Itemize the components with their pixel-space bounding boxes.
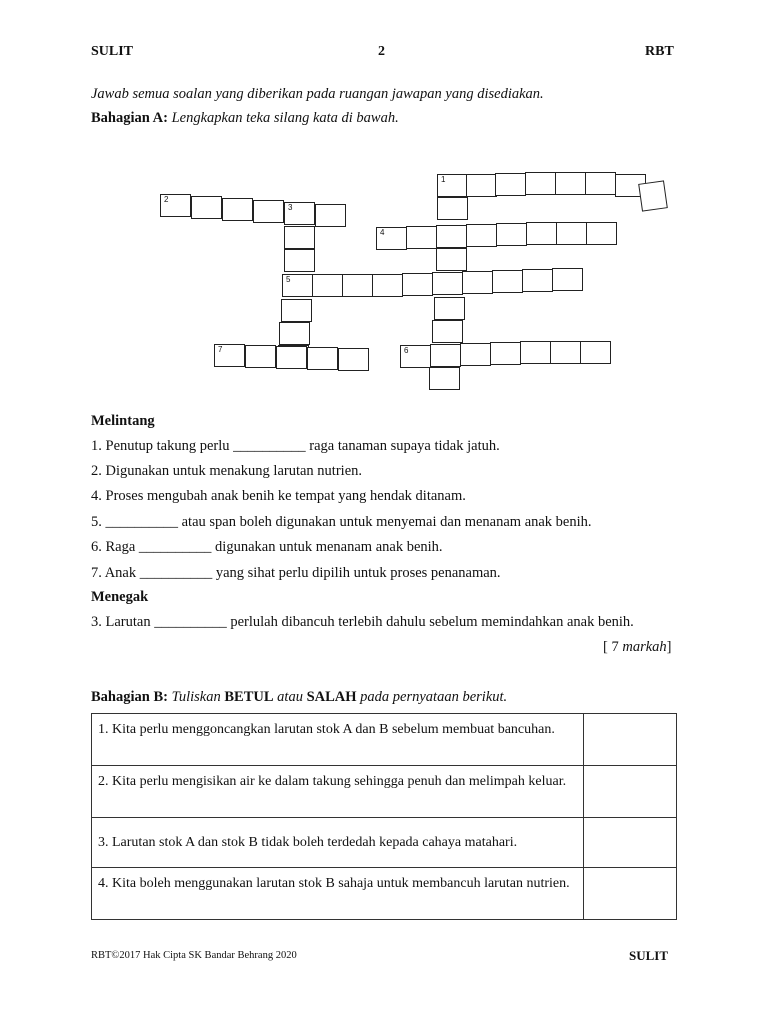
crossword-cell[interactable] [214, 344, 245, 367]
crossword-cell[interactable] [284, 226, 315, 249]
crossword-cell[interactable] [555, 172, 586, 195]
crossword-cell[interactable] [586, 222, 617, 245]
table-row [92, 818, 677, 868]
crossword-cell[interactable] [580, 341, 611, 364]
atau-word: atau [277, 689, 303, 705]
true-false-table [91, 713, 677, 920]
across-clue-6: 6. Raga __________ digunakan untuk menanam anak benih. [91, 539, 443, 555]
crossword-cell[interactable] [434, 297, 465, 320]
marks-close: ] [666, 639, 672, 655]
crossword-cell[interactable] [284, 249, 315, 272]
statement-cell: 3. Larutan stok A dan stok B tidak boleh terdedah kepada cahaya matahari. [92, 818, 584, 868]
crossword-cell[interactable] [520, 341, 551, 364]
table-row [92, 868, 677, 920]
crossword-cell[interactable] [462, 271, 493, 294]
crossword-cell[interactable] [436, 248, 467, 271]
crossword-cell[interactable] [282, 274, 313, 297]
section-b-label: Bahagian B: [91, 689, 168, 705]
crossword-cell[interactable] [253, 200, 284, 223]
crossword-cell[interactable] [400, 345, 431, 368]
crossword-cell[interactable] [191, 196, 222, 219]
across-clue-1: 1. Penutup takung perlu __________ raga tanaman supaya tidak jatuh. [91, 438, 500, 454]
clue-number-6: 6 [404, 346, 409, 355]
header-right: RBT [645, 44, 674, 59]
crossword-cell[interactable] [284, 202, 315, 225]
crossword-cell[interactable] [342, 274, 373, 297]
crossword-cell[interactable] [276, 346, 307, 369]
statement-cell: 4. Kita boleh menggunakan larutan stok B sahaja untuk membancuh larutan nutrien. [92, 868, 584, 920]
crossword-cell[interactable] [279, 322, 310, 345]
crossword-cell[interactable] [160, 194, 191, 217]
clue-number-4: 4 [380, 228, 385, 237]
salah-word: SALAH [306, 689, 357, 705]
answer-cell[interactable] [584, 766, 677, 818]
page-number: 2 [378, 44, 385, 59]
section-a-label: Bahagian A: [91, 110, 168, 126]
crossword-cell[interactable] [638, 180, 668, 211]
crossword-cell[interactable] [406, 226, 437, 249]
crossword-cell[interactable] [338, 348, 369, 371]
crossword-cell[interactable] [222, 198, 253, 221]
crossword-cell[interactable] [430, 344, 461, 367]
answer-cell[interactable] [584, 714, 677, 766]
clue-number-1: 1 [441, 175, 446, 184]
crossword-cell[interactable] [525, 172, 556, 195]
marks [603, 639, 672, 656]
section-a-heading [91, 110, 399, 127]
table-row [92, 766, 677, 818]
across-clue-5: 5. __________ atau span boleh digunakan untuk menyemai dan menanam anak benih. [91, 514, 592, 530]
crossword-cell[interactable] [376, 227, 407, 250]
footer-right: SULIT [629, 948, 669, 963]
crossword-cell[interactable] [432, 272, 463, 295]
instruction: Jawab semua soalan yang diberikan pada ruangan jawapan yang disediakan. [91, 86, 544, 102]
crossword-cell[interactable] [437, 197, 468, 220]
statement-cell: 2. Kita perlu mengisikan air ke dalam takung sehingga penuh dan melimpah keluar. [92, 766, 584, 818]
crossword-cell[interactable] [432, 320, 463, 343]
crossword-cell[interactable] [496, 223, 527, 246]
across-clue-2: 2. Digunakan untuk menakung larutan nutrien. [91, 463, 363, 479]
betul-word: BETUL [224, 689, 274, 705]
crossword-cell[interactable] [556, 222, 587, 245]
crossword-cell[interactable] [526, 222, 557, 245]
answer-cell[interactable] [584, 818, 677, 868]
section-a-text: Lengkapkan teka silang kata di bawah. [171, 110, 399, 126]
footer-copyright: RBT©2017 Hak Cipta SK Bandar Behrang 2020 [91, 950, 297, 961]
clue-number-2: 2 [164, 195, 169, 204]
answer-cell[interactable] [584, 868, 677, 920]
crossword-cell[interactable] [585, 172, 616, 195]
across-clue-7: 7. Anak __________ yang sihat perlu dipilih untuk proses penanaman. [91, 565, 501, 581]
crossword-cell[interactable] [492, 270, 523, 293]
crossword-cell[interactable] [522, 269, 553, 292]
crossword-cell[interactable] [315, 204, 346, 227]
across-clue-4: 4. Proses mengubah anak benih ke tempat yang hendak ditanam. [91, 488, 466, 504]
clue-number-7: 7 [218, 345, 223, 354]
crossword-cell[interactable] [281, 299, 312, 322]
section-b-text-2: pada pernyataan berikut. [360, 689, 508, 705]
section-b-text-1: Tuliskan [171, 689, 221, 705]
clue-number-5: 5 [286, 275, 291, 284]
crossword-cell[interactable] [466, 174, 497, 197]
across-title: Melintang [91, 413, 155, 429]
crossword-cell[interactable] [429, 367, 460, 390]
crossword-cell[interactable] [312, 274, 343, 297]
crossword-cell[interactable] [495, 173, 526, 196]
crossword-cell[interactable] [552, 268, 583, 291]
crossword-cell[interactable] [490, 342, 521, 365]
crossword [0, 0, 768, 420]
clue-number-3: 3 [288, 203, 293, 212]
crossword-cell[interactable] [466, 224, 497, 247]
down-clue-3: 3. Larutan __________ perlulah dibancuh terlebih dahulu sebelum memindahkan anak benih. [91, 614, 634, 630]
crossword-cell[interactable] [372, 274, 403, 297]
crossword-cell[interactable] [436, 225, 467, 248]
down-title: Menegak [91, 589, 149, 605]
crossword-cell[interactable] [245, 345, 276, 368]
crossword-cell[interactable] [307, 347, 338, 370]
crossword-cell[interactable] [402, 273, 433, 296]
crossword-cell[interactable] [437, 174, 468, 197]
header-left: SULIT [91, 44, 134, 59]
crossword-cell[interactable] [550, 341, 581, 364]
statement-cell: 1. Kita perlu menggoncangkan larutan stok A dan B sebelum membuat bancuhan. [92, 714, 584, 766]
table-row [92, 714, 677, 766]
crossword-cell[interactable] [460, 343, 491, 366]
marks-word: markah [622, 639, 667, 655]
marks-open: [ 7 [603, 639, 623, 655]
section-b-heading [91, 689, 507, 706]
